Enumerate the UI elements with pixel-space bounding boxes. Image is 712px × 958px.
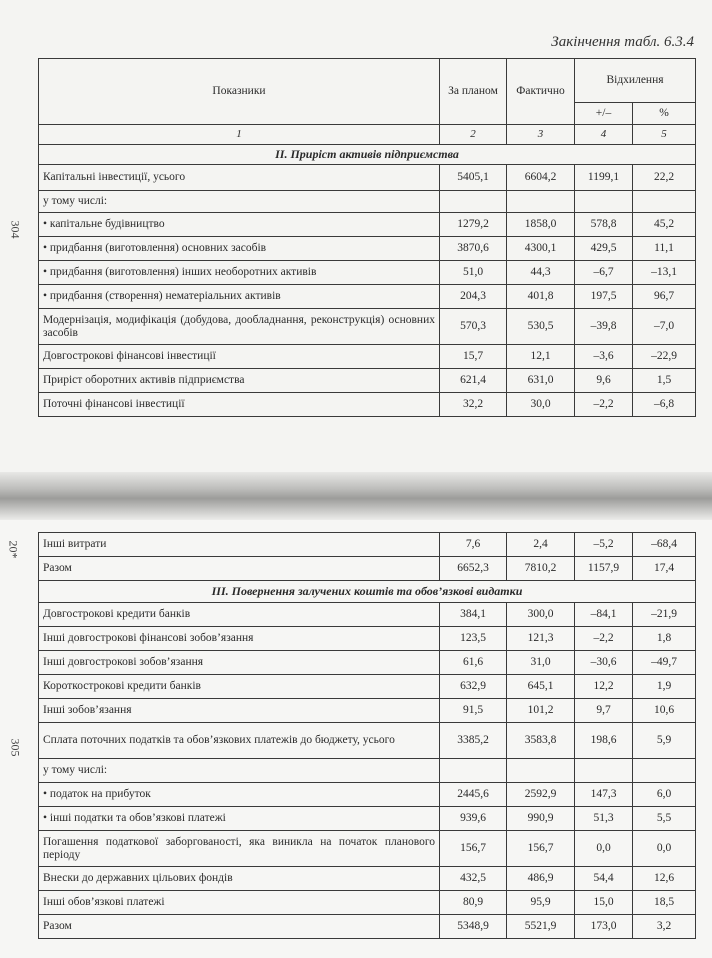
cell-pct: 3,2 bbox=[633, 915, 696, 939]
cell-actual bbox=[507, 191, 575, 213]
table-row bbox=[39, 723, 696, 759]
cell-abs: 9,7 bbox=[575, 699, 633, 723]
cell-label: Приріст оборотних активів підприємства bbox=[39, 369, 440, 393]
cell-label: Короткострокові кредити банків bbox=[39, 675, 440, 699]
cell-pct: 96,7 bbox=[633, 285, 696, 309]
cell-pct bbox=[633, 759, 696, 783]
table-row bbox=[39, 309, 696, 345]
cell-actual: 300,0 bbox=[507, 603, 575, 627]
cell-plan: 15,7 bbox=[440, 345, 507, 369]
page-gap bbox=[0, 472, 712, 520]
cell-plan: 570,3 bbox=[440, 309, 507, 345]
cell-pct: 0,0 bbox=[633, 831, 696, 867]
index-cell: 2 bbox=[440, 125, 507, 145]
cell-plan: 432,5 bbox=[440, 867, 507, 891]
table-row bbox=[39, 369, 696, 393]
cell-actual: 530,5 bbox=[507, 309, 575, 345]
index-cell: 5 bbox=[633, 125, 696, 145]
cell-abs: 173,0 bbox=[575, 915, 633, 939]
cell-plan: 51,0 bbox=[440, 261, 507, 285]
index-cell: 3 bbox=[507, 125, 575, 145]
cell-abs: 147,3 bbox=[575, 783, 633, 807]
cell-abs: –39,8 bbox=[575, 309, 633, 345]
table-row bbox=[39, 213, 696, 237]
cell-pct: 6,0 bbox=[633, 783, 696, 807]
table-row bbox=[39, 699, 696, 723]
cell-pct: 11,1 bbox=[633, 237, 696, 261]
cell-plan: 156,7 bbox=[440, 831, 507, 867]
table-row bbox=[39, 867, 696, 891]
cell-plan: 61,6 bbox=[440, 651, 507, 675]
cell-actual: 4300,1 bbox=[507, 237, 575, 261]
page-number-305: 305 bbox=[8, 738, 23, 757]
index-cell: 1 bbox=[39, 125, 440, 145]
page-number-304: 304 bbox=[8, 220, 23, 239]
cell-plan: 939,6 bbox=[440, 807, 507, 831]
cell-abs: 198,6 bbox=[575, 723, 633, 759]
cell-actual: 486,9 bbox=[507, 867, 575, 891]
cell-plan: 91,5 bbox=[440, 699, 507, 723]
cell-pct: –6,8 bbox=[633, 393, 696, 417]
table-row bbox=[39, 807, 696, 831]
cell-plan: 3870,6 bbox=[440, 237, 507, 261]
cell-pct: 17,4 bbox=[633, 557, 696, 581]
cell-label: Поточні фінансові інвестиції bbox=[39, 393, 440, 417]
table-row bbox=[39, 261, 696, 285]
cell-label: Погашення податкової заборгованості, яка виникла на початок планового періоду bbox=[39, 831, 440, 867]
cell-actual: 990,9 bbox=[507, 807, 575, 831]
cell-label: Капітальні інвестиції, усього bbox=[39, 165, 440, 191]
cell-actual: 2592,9 bbox=[507, 783, 575, 807]
col-header-actual: Фактично bbox=[507, 59, 575, 125]
table-row bbox=[39, 285, 696, 309]
table-row bbox=[39, 915, 696, 939]
table-row bbox=[39, 345, 696, 369]
cell-pct: –13,1 bbox=[633, 261, 696, 285]
cell-abs: –84,1 bbox=[575, 603, 633, 627]
cell-pct: 22,2 bbox=[633, 165, 696, 191]
table-row bbox=[39, 237, 696, 261]
table-part-2 bbox=[38, 532, 696, 939]
cell-actual: 5521,9 bbox=[507, 915, 575, 939]
col-header-abs: +/– bbox=[575, 103, 633, 125]
cell-plan: 621,4 bbox=[440, 369, 507, 393]
cell-plan: 32,2 bbox=[440, 393, 507, 417]
cell-plan: 3385,2 bbox=[440, 723, 507, 759]
table-row bbox=[39, 651, 696, 675]
cell-pct: 18,5 bbox=[633, 891, 696, 915]
cell-pct: 1,9 bbox=[633, 675, 696, 699]
cell-abs: –5,2 bbox=[575, 533, 633, 557]
cell-label: Інші зобов’язання bbox=[39, 699, 440, 723]
table-row bbox=[39, 627, 696, 651]
cell-actual bbox=[507, 759, 575, 783]
cell-actual: 12,1 bbox=[507, 345, 575, 369]
index-cell: 4 bbox=[575, 125, 633, 145]
cell-pct: 1,8 bbox=[633, 627, 696, 651]
cell-pct bbox=[633, 191, 696, 213]
cell-label: • податок на прибуток bbox=[39, 783, 440, 807]
col-header-deviation: Відхилення bbox=[575, 59, 696, 103]
cell-actual: 401,8 bbox=[507, 285, 575, 309]
table-row bbox=[39, 783, 696, 807]
cell-label: Інші обов’язкові платежі bbox=[39, 891, 440, 915]
cell-label: • придбання (створення) нематеріальних активів bbox=[39, 285, 440, 309]
cell-abs: 1157,9 bbox=[575, 557, 633, 581]
cell-actual: 31,0 bbox=[507, 651, 575, 675]
cell-actual: 44,3 bbox=[507, 261, 575, 285]
section-row bbox=[39, 581, 696, 603]
cell-label: Внески до державних цільових фондів bbox=[39, 867, 440, 891]
table-row bbox=[39, 557, 696, 581]
cell-label: • капітальне будівництво bbox=[39, 213, 440, 237]
cell-abs: 197,5 bbox=[575, 285, 633, 309]
table-row bbox=[39, 831, 696, 867]
cell-abs bbox=[575, 191, 633, 213]
col-header-pct: % bbox=[633, 103, 696, 125]
table-row bbox=[39, 191, 696, 213]
table-row bbox=[39, 603, 696, 627]
cell-actual: 121,3 bbox=[507, 627, 575, 651]
cell-abs: –3,6 bbox=[575, 345, 633, 369]
table-row bbox=[39, 675, 696, 699]
cell-plan: 6652,3 bbox=[440, 557, 507, 581]
table-row bbox=[39, 393, 696, 417]
cell-plan: 1279,2 bbox=[440, 213, 507, 237]
cell-abs: 12,2 bbox=[575, 675, 633, 699]
table-row bbox=[39, 759, 696, 783]
page-mark: 20* bbox=[6, 540, 21, 559]
cell-label: Сплата поточних податків та обов’язкових платежів до бюджету, усього bbox=[39, 723, 440, 759]
cell-abs: 0,0 bbox=[575, 831, 633, 867]
cell-plan: 632,9 bbox=[440, 675, 507, 699]
cell-pct: 5,5 bbox=[633, 807, 696, 831]
cell-actual: 30,0 bbox=[507, 393, 575, 417]
cell-actual: 101,2 bbox=[507, 699, 575, 723]
cell-plan: 204,3 bbox=[440, 285, 507, 309]
cell-pct: –68,4 bbox=[633, 533, 696, 557]
cell-plan: 7,6 bbox=[440, 533, 507, 557]
cell-actual: 156,7 bbox=[507, 831, 575, 867]
cell-actual: 645,1 bbox=[507, 675, 575, 699]
cell-abs: –2,2 bbox=[575, 627, 633, 651]
cell-label: Довгострокові фінансові інвестиції bbox=[39, 345, 440, 369]
cell-pct: –7,0 bbox=[633, 309, 696, 345]
cell-abs: 9,6 bbox=[575, 369, 633, 393]
table-row bbox=[39, 533, 696, 557]
cell-label: у тому числі: bbox=[39, 191, 440, 213]
cell-abs: 1199,1 bbox=[575, 165, 633, 191]
cell-label: Інші довгострокові фінансові зобов’язання bbox=[39, 627, 440, 651]
cell-label: Модернізація, модифікація (добудова, дообладнання, реконструкція) основних засобів bbox=[39, 309, 440, 345]
cell-label: Інші довгострокові зобов’язання bbox=[39, 651, 440, 675]
table-row bbox=[39, 165, 696, 191]
cell-plan: 2445,6 bbox=[440, 783, 507, 807]
cell-abs: 15,0 bbox=[575, 891, 633, 915]
cell-pct: –49,7 bbox=[633, 651, 696, 675]
cell-label: • придбання (виготовлення) інших необоротних активів bbox=[39, 261, 440, 285]
table-row bbox=[39, 891, 696, 915]
cell-abs: 429,5 bbox=[575, 237, 633, 261]
cell-plan: 384,1 bbox=[440, 603, 507, 627]
section-title: II. Приріст активів підприємства bbox=[39, 145, 696, 165]
cell-abs: –6,7 bbox=[575, 261, 633, 285]
cell-pct: –22,9 bbox=[633, 345, 696, 369]
cell-pct: 45,2 bbox=[633, 213, 696, 237]
cell-label: • придбання (виготовлення) основних засобів bbox=[39, 237, 440, 261]
cell-label: Довгострокові кредити банків bbox=[39, 603, 440, 627]
cell-label: у тому числі: bbox=[39, 759, 440, 783]
cell-actual: 3583,8 bbox=[507, 723, 575, 759]
cell-actual: 2,4 bbox=[507, 533, 575, 557]
cell-label: Разом bbox=[39, 915, 440, 939]
col-header-plan: За планом bbox=[440, 59, 507, 125]
cell-pct: 10,6 bbox=[633, 699, 696, 723]
cell-pct: 12,6 bbox=[633, 867, 696, 891]
cell-plan bbox=[440, 191, 507, 213]
table-caption: Закінчення табл. 6.3.4 bbox=[551, 34, 694, 50]
table-part-1 bbox=[38, 58, 696, 417]
cell-plan bbox=[440, 759, 507, 783]
cell-pct: 5,9 bbox=[633, 723, 696, 759]
section-title: III. Повернення залучених коштів та обов’язкові видатки bbox=[39, 581, 696, 603]
cell-pct: 1,5 bbox=[633, 369, 696, 393]
cell-label: Інші витрати bbox=[39, 533, 440, 557]
cell-actual: 631,0 bbox=[507, 369, 575, 393]
cell-plan: 80,9 bbox=[440, 891, 507, 915]
cell-abs bbox=[575, 759, 633, 783]
cell-abs: 578,8 bbox=[575, 213, 633, 237]
cell-actual: 1858,0 bbox=[507, 213, 575, 237]
cell-abs: 54,4 bbox=[575, 867, 633, 891]
cell-label: Разом bbox=[39, 557, 440, 581]
cell-plan: 5405,1 bbox=[440, 165, 507, 191]
cell-pct: –21,9 bbox=[633, 603, 696, 627]
col-header-indicators: Показники bbox=[39, 59, 440, 125]
cell-abs: –30,6 bbox=[575, 651, 633, 675]
cell-actual: 95,9 bbox=[507, 891, 575, 915]
cell-actual: 7810,2 bbox=[507, 557, 575, 581]
cell-label: • інші податки та обов’язкові платежі bbox=[39, 807, 440, 831]
cell-plan: 123,5 bbox=[440, 627, 507, 651]
cell-abs: 51,3 bbox=[575, 807, 633, 831]
cell-plan: 5348,9 bbox=[440, 915, 507, 939]
cell-abs: –2,2 bbox=[575, 393, 633, 417]
cell-actual: 6604,2 bbox=[507, 165, 575, 191]
